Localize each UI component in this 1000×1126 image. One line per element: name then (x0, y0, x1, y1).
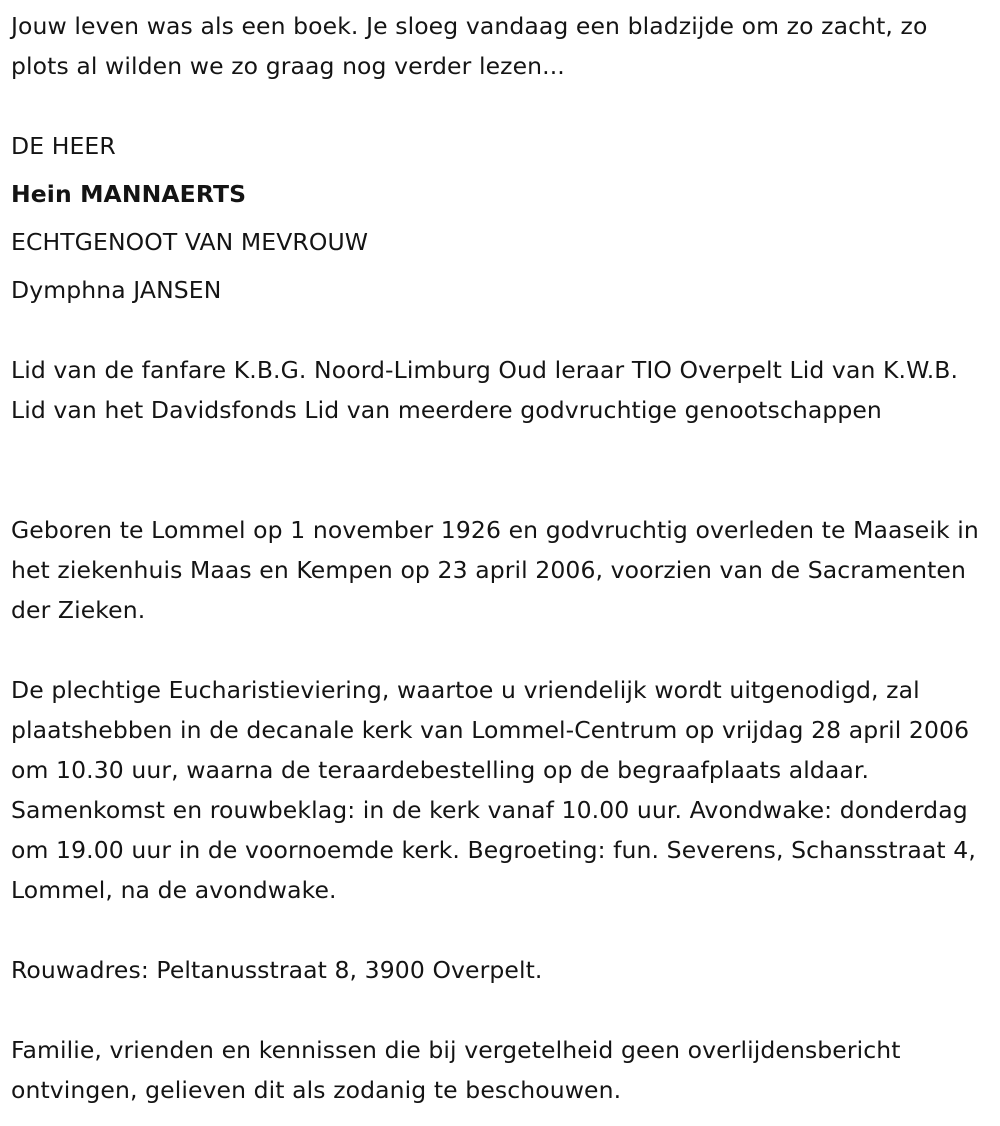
birth-death-paragraph: Geboren te Lommel op 1 november 1926 en godvruchtig overleden te Maaseik in het ziekenhuis Maas en Kempen op 23 april 2006, voorzien van de Sacramenten der Zieken. (11, 516, 979, 624)
ceremony-paragraph: De plechtige Eucharistieviering, waartoe u vriendelijk wordt uitgenodigd, zal plaatshebben in de decanale kerk van Lommel-Centrum op vrijdag 28 april 2006 om 10.30 uur, waarna de teraardebestelling op de begraafplaats aldaar. Samenkomst en rouwbeklag: in de kerk vanaf 10.00 uur. Avondwake: donderdag om 19.00 uur in de voornoemde kerk. Begroeting: fun. Severens, Schansstraat 4, Lommel, na de avondwake. (11, 676, 976, 904)
opening-quote: Jouw leven was als een boek. Je sloeg vandaag een bladzijde om zo zacht, zo plots al wilden we zo graag nog verder lezen... (11, 12, 928, 80)
closing-paragraph: Familie, vrienden en kennissen die bij vergetelheid geen overlijdensbericht ontvingen, gelieven dit als zodanig te beschouwen. (11, 1036, 901, 1104)
title-prefix: DE HEER (11, 132, 116, 160)
memberships-paragraph: Lid van de fanfare K.B.G. Noord-Limburg Oud leraar TIO Overpelt Lid van K.W.B. Lid van het Davidsfonds Lid van meerdere godvruchtige genootschappen (11, 356, 959, 424)
relation-label: ECHTGENOOT VAN MEVROUW (11, 228, 369, 256)
deceased-name: Hein MANNAERTS (11, 180, 247, 208)
deceased-header (11, 122, 992, 314)
mourning-address: Rouwadres: Peltanusstraat 8, 3900 Overpelt. (11, 956, 543, 984)
spouse-name: Dymphna JANSEN (11, 276, 222, 304)
